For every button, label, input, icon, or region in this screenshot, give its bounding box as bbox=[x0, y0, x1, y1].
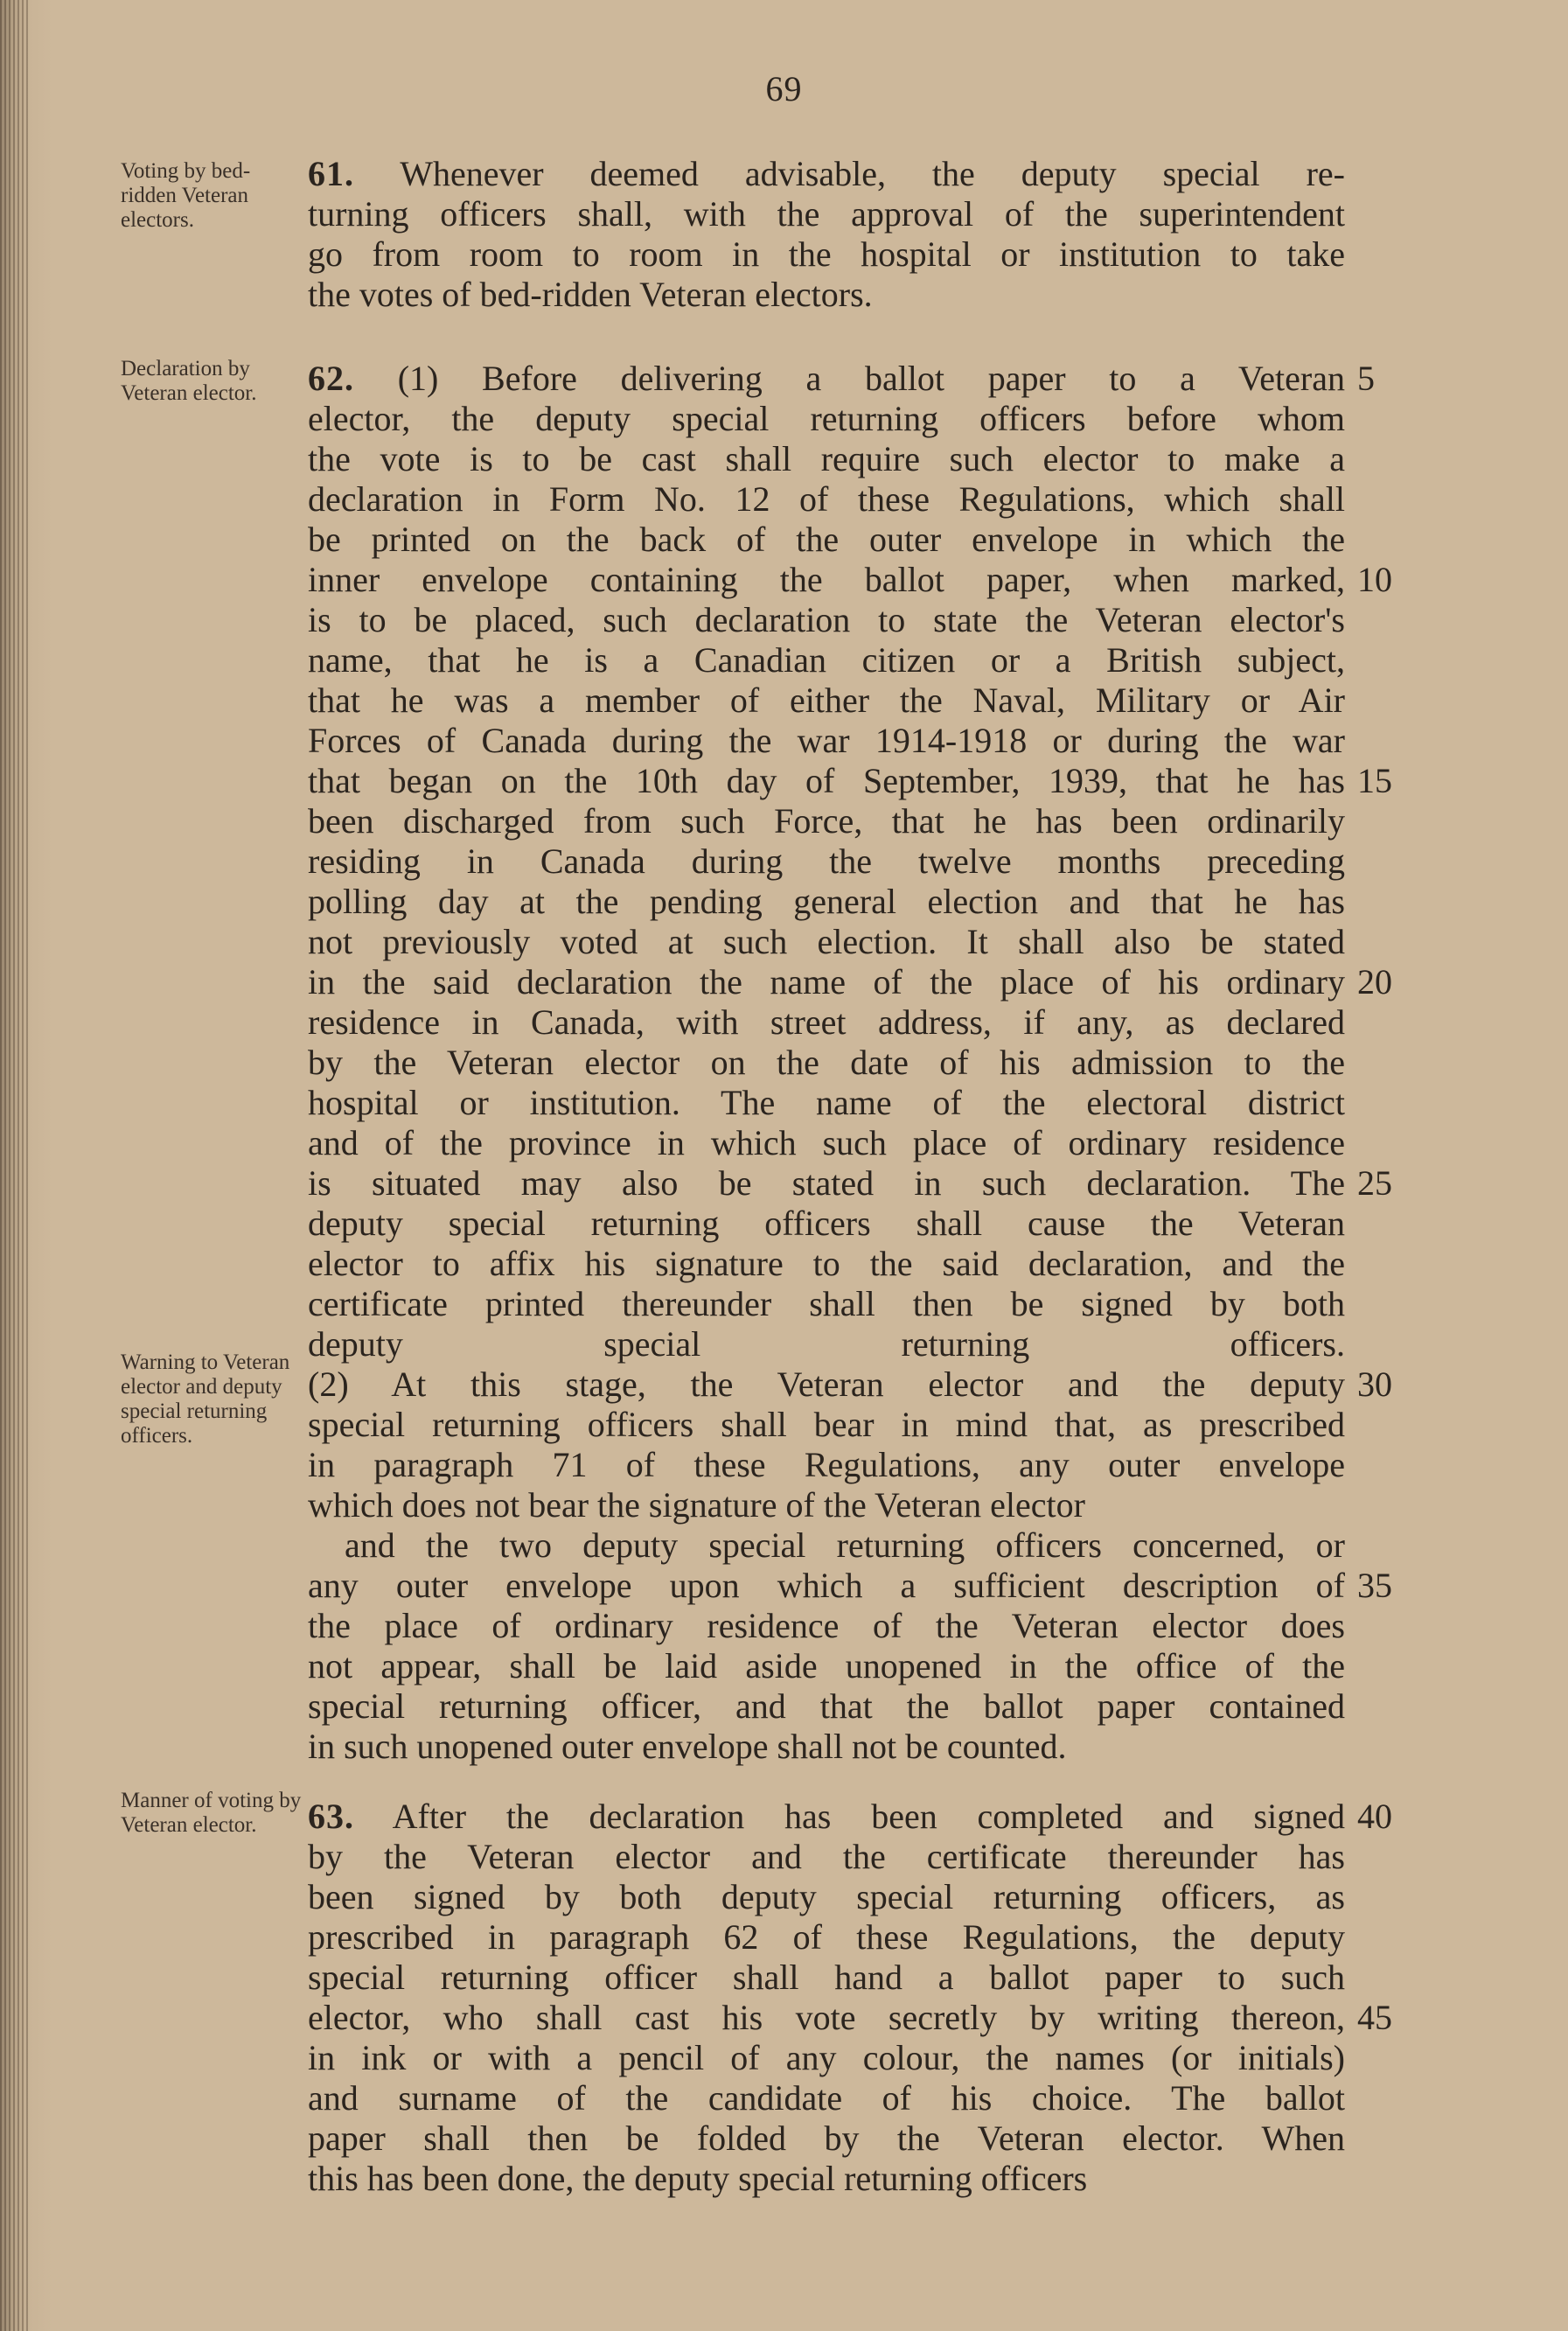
line-text: the votes of bed-ridden Veteran electors. bbox=[308, 275, 873, 314]
text-line bbox=[308, 801, 1345, 841]
text-line bbox=[308, 761, 1392, 801]
page-binding-edge bbox=[0, 0, 30, 2331]
line-text: special returning officers shall bear in mind that, as prescribed bbox=[308, 1405, 1345, 1444]
line-text: and the two deputy special returning officers concerned, or bbox=[345, 1525, 1345, 1565]
text-line bbox=[308, 560, 1392, 600]
line-text: declaration in Form No. 12 of these Regulations, which shall bbox=[308, 479, 1345, 519]
text-line bbox=[308, 1204, 1345, 1244]
line-number: 35 bbox=[1357, 1566, 1392, 1605]
line-number: 5 bbox=[1357, 359, 1375, 398]
line-text: deputy special returning officers. bbox=[308, 1324, 1345, 1364]
line-number: 25 bbox=[1357, 1163, 1392, 1203]
line-text: not appear, shall be laid aside unopened in the office of the bbox=[308, 1646, 1345, 1685]
line-text: paper shall then be folded by the Veteran elector. When bbox=[308, 2118, 1345, 2158]
paragraph-number: 62. bbox=[308, 359, 354, 398]
line-number: 10 bbox=[1357, 560, 1392, 599]
paragraph-number: 63. bbox=[308, 1797, 354, 1836]
paragraph-61 bbox=[308, 154, 1345, 315]
text-line bbox=[308, 1566, 1392, 1606]
line-text: (1) Before delivering a ballot paper to a Veteran bbox=[354, 359, 1345, 398]
line-text: (2) At this stage, the Veteran elector and the deputy bbox=[308, 1364, 1345, 1404]
text-line bbox=[308, 1123, 1345, 1163]
text-line bbox=[308, 1837, 1345, 1877]
text-line bbox=[308, 680, 1345, 721]
line-text: inner envelope containing the ballot paper, when marked, bbox=[308, 560, 1345, 599]
text-line bbox=[308, 1324, 1345, 1364]
line-text: been discharged from such Force, that he has been ordinarily bbox=[308, 801, 1345, 841]
margin-note-manner-of-voting: Manner of voting by Veteran elector. bbox=[121, 1789, 302, 1837]
line-text: elector, the deputy special returning officers before whom bbox=[308, 399, 1345, 438]
text-line bbox=[308, 1043, 1345, 1083]
text-line bbox=[308, 1877, 1345, 1917]
text-line bbox=[308, 359, 1375, 399]
line-text: turning officers shall, with the approval of the superintendent bbox=[308, 194, 1345, 234]
text-line bbox=[308, 2159, 1345, 2199]
text-line bbox=[308, 479, 1345, 520]
page-number: 69 bbox=[765, 69, 803, 108]
line-text: special returning officer shall hand a ballot paper to such bbox=[308, 1958, 1345, 1997]
text-line bbox=[308, 1284, 1345, 1324]
line-text: and of the province in which such place of ordinary residence bbox=[308, 1123, 1345, 1162]
text-line bbox=[308, 1163, 1392, 1204]
line-text: which does not bear the signature of the Veteran elector bbox=[308, 1485, 1085, 1525]
line-text: in the said declaration the name of the place of his ordinary bbox=[308, 962, 1345, 1001]
text-line bbox=[308, 1606, 1345, 1646]
text-line bbox=[308, 275, 1345, 315]
line-text: that he was a member of either the Naval, Military or Air bbox=[308, 680, 1345, 720]
line-text: by the Veteran elector on the date of his admission to the bbox=[308, 1043, 1345, 1082]
line-text: elector, who shall cast his vote secretly by writing thereon, bbox=[308, 1998, 1345, 2037]
line-text: After the declaration has been completed and signed bbox=[354, 1797, 1345, 1836]
line-text: Whenever deemed advisable, the deputy special re- bbox=[354, 154, 1345, 193]
margin-note-voting-bedridden: Voting by bed-ridden Veteran electors. bbox=[121, 159, 251, 232]
line-text: been signed by both deputy special returning officers, as bbox=[308, 1877, 1345, 1916]
line-text: elector to affix his signature to the said declaration, and the bbox=[308, 1244, 1345, 1283]
line-text: in ink or with a pencil of any colour, the names (or initials) bbox=[308, 2038, 1345, 2077]
line-text: special returning officer, and that the ballot paper contained bbox=[308, 1686, 1345, 1726]
text-line bbox=[308, 1797, 1392, 1837]
line-text: hospital or institution. The name of the electoral district bbox=[308, 1083, 1345, 1122]
text-line bbox=[308, 234, 1345, 275]
text-line bbox=[308, 399, 1345, 439]
paragraph-number: 61. bbox=[308, 154, 354, 193]
line-number: 45 bbox=[1357, 1998, 1392, 2037]
text-line bbox=[308, 1958, 1345, 1998]
text-line bbox=[308, 1083, 1345, 1123]
text-line bbox=[308, 154, 1345, 194]
line-text: be printed on the back of the outer envelope in which the bbox=[308, 520, 1345, 559]
text-line bbox=[308, 841, 1345, 882]
text-line bbox=[308, 600, 1345, 640]
line-text: residing in Canada during the twelve months preceding bbox=[308, 841, 1345, 881]
line-text: any outer envelope upon which a sufficient description of bbox=[308, 1566, 1345, 1605]
line-text: the vote is to be cast shall require such elector to make a bbox=[308, 439, 1345, 478]
line-text: in paragraph 71 of these Regulations, any outer envelope bbox=[308, 1445, 1345, 1484]
text-line bbox=[308, 2118, 1345, 2159]
paragraph-62 bbox=[308, 359, 1392, 1767]
text-line bbox=[308, 1364, 1392, 1405]
line-text: this has been done, the deputy special returning officers bbox=[308, 2159, 1088, 2198]
text-line bbox=[308, 721, 1345, 761]
line-number: 30 bbox=[1357, 1364, 1392, 1404]
text-line bbox=[308, 1405, 1345, 1445]
text-line bbox=[308, 922, 1345, 962]
text-line bbox=[308, 1002, 1345, 1043]
line-text: residence in Canada, with street address, if any, as declared bbox=[308, 1002, 1345, 1042]
text-line bbox=[308, 194, 1345, 234]
line-text: by the Veteran elector and the certificate thereunder has bbox=[308, 1837, 1345, 1876]
line-text: prescribed in paragraph 62 of these Regulations, the deputy bbox=[308, 1917, 1345, 1957]
text-line bbox=[308, 1646, 1345, 1686]
line-text: Forces of Canada during the war 1914-1918 or during the war bbox=[308, 721, 1345, 760]
line-text: the place of ordinary residence of the Veteran elector does bbox=[308, 1606, 1345, 1645]
line-number: 40 bbox=[1357, 1797, 1392, 1836]
text-line bbox=[308, 1727, 1345, 1767]
paragraph-63 bbox=[308, 1797, 1392, 2199]
text-line bbox=[308, 1485, 1345, 1525]
text-line bbox=[308, 439, 1345, 479]
text-line bbox=[308, 1686, 1345, 1727]
text-line bbox=[308, 2078, 1345, 2118]
line-text: deputy special returning officers shall cause the Veteran bbox=[308, 1204, 1345, 1243]
text-line bbox=[308, 640, 1345, 680]
text-line bbox=[308, 1525, 1345, 1566]
text-line bbox=[308, 1244, 1345, 1284]
line-text: certificate printed thereunder shall then be signed by both bbox=[308, 1284, 1345, 1323]
line-text: not previously voted at such election. It shall also be stated bbox=[308, 922, 1345, 961]
line-number: 20 bbox=[1357, 962, 1392, 1001]
line-number: 15 bbox=[1357, 761, 1392, 800]
line-text: and surname of the candidate of his choice. The ballot bbox=[308, 2078, 1345, 2118]
text-line bbox=[308, 1998, 1392, 2038]
text-line bbox=[308, 520, 1345, 560]
margin-note-declaration: Declaration by Veteran elector. bbox=[121, 357, 257, 405]
text-line bbox=[308, 1445, 1345, 1485]
text-line bbox=[308, 882, 1345, 922]
line-text: that began on the 10th day of September, 1939, that he has bbox=[308, 761, 1345, 800]
text-line bbox=[308, 2038, 1345, 2078]
line-text: is to be placed, such declaration to state the Veteran elector's bbox=[308, 600, 1345, 639]
line-text: polling day at the pending general election and that he has bbox=[308, 882, 1345, 921]
text-line bbox=[308, 962, 1392, 1002]
line-text: go from room to room in the hospital or institution to take bbox=[308, 234, 1345, 274]
line-text: in such unopened outer envelope shall not be counted. bbox=[308, 1727, 1067, 1766]
line-text: is situated may also be stated in such declaration. The bbox=[308, 1163, 1345, 1203]
text-line bbox=[308, 1917, 1345, 1958]
line-text: name, that he is a Canadian citizen or a British subject, bbox=[308, 640, 1345, 680]
margin-note-warning: Warning to Veteran elector and deputy special returning officers. bbox=[121, 1350, 290, 1448]
